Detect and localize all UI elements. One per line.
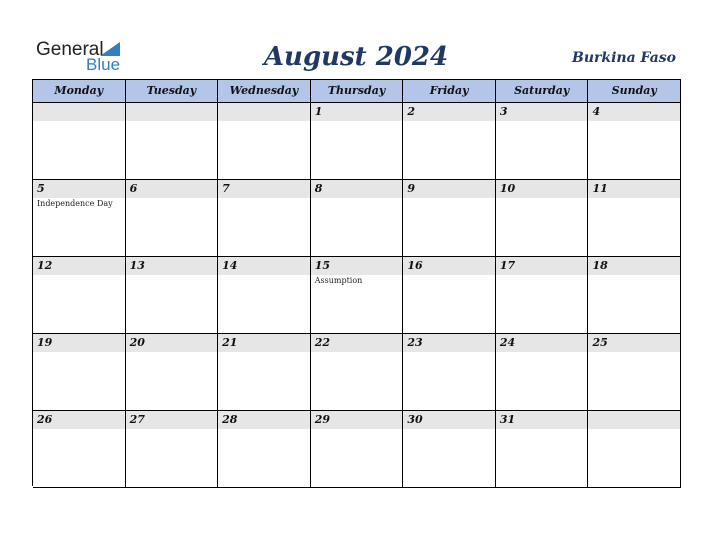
day-number: 15 — [314, 259, 331, 272]
day-cell — [218, 257, 311, 334]
day-cell — [496, 334, 589, 411]
day-cell — [403, 411, 496, 488]
day-number: 25 — [592, 336, 608, 349]
day-cell — [311, 334, 404, 411]
day-number-band — [218, 103, 310, 121]
day-number: 24 — [499, 336, 516, 349]
weekday-header: Friday — [403, 80, 496, 103]
day-cell — [311, 411, 404, 488]
day-number: 21 — [222, 336, 238, 349]
day-number: 12 — [37, 259, 53, 272]
day-number-band — [311, 103, 403, 121]
day-number: 7 — [222, 182, 230, 195]
day-number-band — [496, 103, 588, 121]
calendar-weeks — [33, 103, 681, 488]
day-number: 30 — [407, 413, 423, 426]
day-number-band — [126, 180, 218, 198]
day-number: 31 — [499, 413, 516, 426]
week-row — [33, 411, 681, 488]
day-number: 13 — [129, 259, 145, 272]
day-number: 18 — [592, 259, 608, 272]
day-number: 27 — [129, 413, 145, 426]
day-number: 26 — [37, 413, 53, 426]
weekday-header: Tuesday — [126, 80, 219, 103]
day-number-band — [403, 103, 495, 121]
day-cell — [126, 103, 219, 180]
day-number: 16 — [407, 259, 423, 272]
day-cell — [218, 411, 311, 488]
week-row — [33, 180, 681, 257]
day-number: 10 — [499, 182, 516, 195]
day-number-band — [218, 180, 310, 198]
day-number-band — [33, 103, 125, 121]
day-number-band — [311, 180, 403, 198]
holiday-label: Independence Day — [37, 199, 113, 208]
day-cell — [311, 180, 404, 257]
day-number: 22 — [314, 336, 331, 349]
day-number: 28 — [222, 413, 238, 426]
weekday-header-row — [33, 80, 681, 103]
weekday-header: Saturday — [496, 80, 589, 103]
week-row — [33, 257, 681, 334]
day-cell — [33, 257, 126, 334]
day-number: 29 — [314, 413, 331, 426]
logo-general-text: General — [36, 39, 104, 60]
weekday-header: Sunday — [588, 80, 681, 103]
day-cell — [126, 411, 219, 488]
day-cell — [33, 103, 126, 180]
day-number: 9 — [407, 182, 415, 195]
day-cell — [403, 103, 496, 180]
day-number: 3 — [499, 105, 508, 118]
day-number: 17 — [499, 259, 516, 272]
day-cell — [588, 411, 681, 488]
day-cell — [218, 103, 311, 180]
weekday-header: Wednesday — [218, 80, 311, 103]
week-row — [33, 334, 681, 411]
day-cell — [403, 180, 496, 257]
day-cell — [33, 334, 126, 411]
day-cell — [311, 257, 404, 334]
day-cell — [588, 103, 681, 180]
day-cell — [33, 180, 126, 257]
calendar-grid — [32, 79, 681, 486]
day-cell — [218, 334, 311, 411]
generalblue-logo — [36, 40, 136, 74]
day-number: 19 — [37, 336, 53, 349]
day-cell — [403, 334, 496, 411]
weekday-header: Monday — [33, 80, 126, 103]
day-number: 11 — [592, 182, 608, 195]
day-number: 5 — [37, 182, 45, 195]
day-number: 8 — [314, 182, 323, 195]
day-number-band — [588, 411, 680, 429]
country-name: Burkina Faso — [572, 50, 676, 66]
calendar-title: August 2024 — [263, 42, 449, 72]
day-cell — [218, 180, 311, 257]
day-number-band — [33, 180, 125, 198]
day-cell — [126, 334, 219, 411]
day-cell — [588, 334, 681, 411]
week-row — [33, 103, 681, 180]
day-number-band — [403, 180, 495, 198]
day-number-band — [588, 103, 680, 121]
day-cell — [33, 411, 126, 488]
day-cell — [496, 257, 589, 334]
day-number-band — [126, 103, 218, 121]
day-cell — [588, 180, 681, 257]
day-cell — [126, 180, 219, 257]
logo-triangle-icon — [100, 42, 120, 56]
day-number: 2 — [407, 105, 415, 118]
day-number: 1 — [314, 105, 323, 118]
day-cell — [126, 257, 219, 334]
day-cell — [588, 257, 681, 334]
day-cell — [496, 180, 589, 257]
weekday-header: Thursday — [311, 80, 404, 103]
logo-blue-text: Blue — [86, 55, 121, 74]
day-number: 20 — [129, 336, 145, 349]
day-cell — [403, 257, 496, 334]
day-number: 23 — [407, 336, 423, 349]
day-cell — [311, 103, 404, 180]
day-cell — [496, 411, 589, 488]
day-number: 4 — [592, 105, 601, 118]
holiday-label: Assumption — [314, 276, 363, 285]
day-number: 6 — [129, 182, 138, 195]
day-number: 14 — [222, 259, 238, 272]
day-cell — [496, 103, 589, 180]
